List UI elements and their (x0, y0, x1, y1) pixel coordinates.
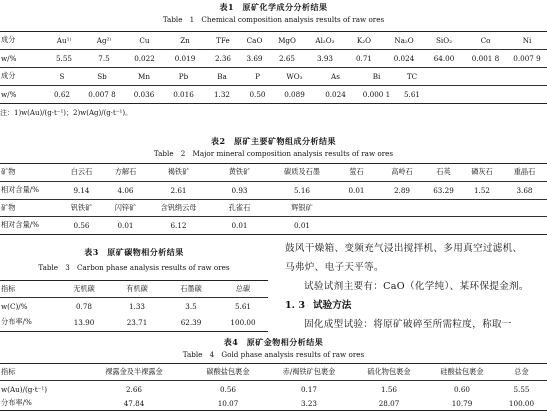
table4-title-en: Table 4 Gold phase analysis results of raw ores (182, 350, 365, 359)
table4-header-row (0, 364, 547, 380)
table-header-cell: 指标 (1, 284, 16, 293)
table-header-cell: 闪锌矿 (114, 203, 137, 212)
table-header-cell: 总金 (514, 367, 529, 376)
table-header-cell: Cu (139, 35, 150, 45)
table-cell: 0.036 (133, 89, 155, 99)
table-header-cell: WO₃ (286, 71, 303, 81)
table-cell: 0.50 (249, 89, 266, 99)
table-header-cell: Mn (138, 71, 150, 81)
table2-title-en: Table 2 Major mineral composition analysis results of raw ores (153, 149, 394, 158)
table-row (0, 381, 547, 397)
table-cell: 2.61 (170, 185, 187, 195)
table-cell: 5.61 (234, 301, 251, 311)
table-header-cell: Ni (522, 35, 532, 45)
table1-bottom-rule (0, 103, 547, 104)
table-header-cell: Bi (372, 71, 381, 81)
table-header-cell: Pb (178, 71, 189, 81)
table1-header-row-1 (0, 32, 547, 48)
table2-values1 (0, 182, 547, 198)
table1-title-en: Table 1 Chemical composition analysis results of raw ores (162, 15, 385, 24)
table-row (0, 86, 427, 102)
table-header-cell: Na₂O (394, 35, 414, 45)
table4-body (0, 381, 547, 397)
table-cell: 100.00 (230, 317, 256, 327)
table-header-cell: 碳质及石墨 (284, 167, 320, 176)
table-header-cell: 萤石 (349, 167, 364, 176)
table-cell: 0.62 (53, 89, 70, 99)
table4-title-cn: 表4 原矿金物相分析结果 (223, 337, 324, 347)
table2-part1 (0, 164, 547, 180)
body-line: 鼓风干燥箱、变频充气浸出搅拌机、多用真空过滤机、 (285, 243, 523, 254)
table-cell: 28.07 (378, 398, 400, 408)
table3-title-en: Table 3 Carbon phase analysis results of raw ores (38, 263, 230, 272)
table-header-cell: 矿物 (1, 203, 16, 212)
table-cell: w(C)/% (1, 301, 28, 311)
table-cell: 3.68 (516, 185, 533, 195)
table3-header-row (0, 281, 268, 297)
table-cell: 9.14 (73, 185, 90, 195)
table-header-cell: 白云石 (70, 167, 93, 176)
table-cell: 2.65 (278, 53, 295, 63)
table-cell: 3.93 (316, 53, 333, 63)
table-header-cell: 有机碳 (126, 284, 148, 293)
table-cell: 10.07 (217, 398, 239, 408)
table2-bottom-rule (0, 234, 547, 235)
table-header-cell: 方解石 (114, 167, 137, 176)
table-header-cell: 钒铁矿 (70, 203, 93, 212)
table-header-cell: Al₂O₃ (315, 35, 335, 45)
table-cell: 0.000 1 (362, 89, 391, 99)
table-header-cell: 矿物 (1, 167, 16, 176)
table-header-cell: TC (406, 71, 418, 81)
table-cell: 7.5 (98, 53, 110, 63)
table-cell: 0.089 (284, 89, 305, 99)
table-cell: 0.024 (325, 89, 346, 99)
table-cell: 5.55 (55, 53, 72, 63)
table-header-cell: P (255, 71, 260, 81)
table-cell: 2.66 (125, 384, 142, 394)
table2-header-row-2 (0, 200, 334, 216)
table2-header-row-1 (0, 164, 547, 180)
table-cell: 0.78 (75, 301, 92, 311)
table1-values1 (0, 50, 547, 66)
table-cell: 相对含量/% (1, 220, 40, 229)
table-cell: 0.60 (453, 384, 470, 394)
table-cell: 2.36 (214, 53, 231, 63)
table-row (0, 182, 547, 198)
table-header-cell: 孔雀石 (228, 203, 251, 212)
table-header-cell: 磷灰石 (471, 167, 493, 176)
table-cell: 0.71 (355, 53, 372, 63)
table-cell: 0.022 (134, 53, 155, 63)
table3-header-table (0, 281, 268, 297)
table-header-cell: 总碳 (235, 284, 251, 293)
section-heading (285, 297, 351, 311)
table1-values2 (0, 86, 427, 102)
table1-header-row-2 (0, 68, 427, 84)
table-row (0, 396, 547, 410)
section-number: 1. 3 (285, 300, 306, 311)
table-cell: 0.01 (117, 220, 134, 230)
table1-part1 (0, 32, 547, 48)
table-cell: 0.024 (393, 53, 415, 63)
table-header-cell: 无机碳 (73, 284, 95, 293)
table-cell: 3.69 (246, 53, 263, 63)
table-cell: 13.90 (73, 317, 95, 327)
table-cell: 1.33 (128, 301, 145, 311)
table1-note: 注：1)w(Au)/(g·t⁻¹)；2)w(Ag)/(g·t⁻¹)。 (0, 109, 133, 117)
body-line: 试验试剂主要有：CaO（化学纯）、某环保提金剂。 (304, 281, 529, 292)
table-row (0, 298, 268, 314)
table-cell: 4.06 (117, 185, 134, 195)
table-header-cell: 成分 (1, 71, 16, 80)
table-header-cell: 碳酸盐包裹金 (206, 367, 250, 376)
table-cell: 6.12 (170, 220, 187, 230)
table-cell: 0.007 8 (88, 89, 116, 99)
table-cell: 0.56 (73, 220, 90, 230)
table-header-cell: 硫化物包裹金 (367, 367, 411, 376)
table-cell: 5.16 (293, 185, 310, 195)
table-header-cell: Au¹⁾ (56, 35, 72, 45)
table-cell: 0.93 (231, 185, 248, 195)
table-cell: w(Au)/(g·t⁻¹) (1, 384, 48, 394)
table-cell: 5.61 (403, 89, 420, 99)
table1-part2 (0, 68, 427, 84)
table-header-cell: 石墨碳 (180, 284, 202, 293)
table-header-cell: 石英 (436, 167, 451, 176)
table-cell: 1.56 (380, 384, 397, 394)
table-header-cell: TFe (216, 35, 230, 45)
table-header-cell: 高岭石 (391, 167, 413, 176)
body-line: 固化成型试验：将原矿破碎至所需粒度，称取一 (304, 319, 512, 330)
body-line: 马弗炉、电子天平等。 (285, 262, 384, 273)
table2-title-cn: 表2 原矿主要矿物组成分析结果 (210, 136, 337, 146)
table-header-cell: 辉银矿 (291, 203, 313, 212)
table-cell: w/% (1, 53, 17, 63)
table-header-cell: 裸露金及半裸露金 (105, 367, 163, 376)
table-cell: 分布率/% (1, 317, 32, 326)
table-cell: 1.52 (473, 185, 490, 195)
table-cell: 62.39 (180, 317, 202, 327)
table-header-cell: 指标 (1, 367, 16, 376)
table2-part2 (0, 200, 334, 216)
table-header-cell: Ag²⁾ (96, 35, 112, 45)
table-cell: 0.016 (173, 89, 194, 99)
table-row (0, 314, 268, 330)
table-header-cell: 含钒绢云母 (160, 203, 197, 212)
table-header-cell: 重晶石 (513, 167, 536, 176)
table-cell: 0.007 9 (513, 53, 541, 63)
table-header-cell: As (331, 71, 340, 81)
table-header-cell: MgO (278, 35, 296, 45)
table-header-cell: 硅酸盐包裹金 (440, 367, 484, 376)
table-cell: 0.01 (348, 185, 365, 195)
table-cell: 3.23 (300, 398, 317, 408)
table-header-cell: 成分 (1, 35, 16, 44)
table-cell: 5.55 (513, 384, 530, 394)
table-header-cell: Zn (180, 35, 190, 45)
table-cell: 0.17 (300, 384, 317, 394)
table-cell: 63.29 (433, 185, 454, 195)
table-cell: 1.32 (213, 89, 230, 99)
table-header-cell: 褐铁矿 (167, 167, 190, 176)
table-header-cell: 赤/褐铁矿包裹金 (282, 367, 336, 376)
section-title: 试验方法 (313, 300, 352, 311)
table-header-cell: Ba (217, 71, 227, 81)
table-header-cell: SiO₂ (436, 35, 452, 45)
table-cell: 0.01 (231, 220, 248, 230)
table-cell: 23.71 (126, 317, 148, 327)
table-header-cell: Co (480, 35, 491, 45)
table-row (0, 217, 334, 233)
table2-values2 (0, 217, 334, 233)
table-header-cell: CaO (246, 35, 263, 45)
table4-header-table (0, 364, 547, 380)
table4-bottom-rule (0, 410, 547, 411)
table-cell: 64.00 (433, 53, 455, 63)
table-row (0, 50, 547, 66)
table-cell: 2.89 (393, 185, 410, 195)
table-cell: w/% (1, 89, 17, 99)
table-header-cell: S (59, 71, 65, 81)
table-header-cell: K₂O (356, 35, 372, 45)
table-cell: 47.84 (123, 398, 145, 408)
table-cell: 0.56 (219, 384, 236, 394)
table3-title-cn: 表3 原矿碳物相分析结果 (84, 247, 184, 257)
table-cell: 10.79 (451, 398, 473, 408)
table4-body-2 (0, 396, 547, 410)
table-cell: 0.001 8 (471, 53, 500, 63)
table-header-cell: Sb (97, 71, 107, 81)
table-cell: 0.01 (293, 220, 310, 230)
table-header-cell: 黄铁矿 (228, 167, 251, 176)
table-cell: 100.00 (508, 398, 535, 408)
table-cell: 分布率/% (1, 398, 32, 407)
table-cell: 0.019 (174, 53, 196, 63)
table-cell: 3.5 (185, 301, 197, 311)
table-cell: 相对含量/% (1, 185, 40, 194)
table1-title-cn: 表1 原矿化学成分分析结果 (219, 2, 328, 12)
table3-body (0, 298, 268, 330)
table3-bottom-rule (0, 331, 268, 332)
